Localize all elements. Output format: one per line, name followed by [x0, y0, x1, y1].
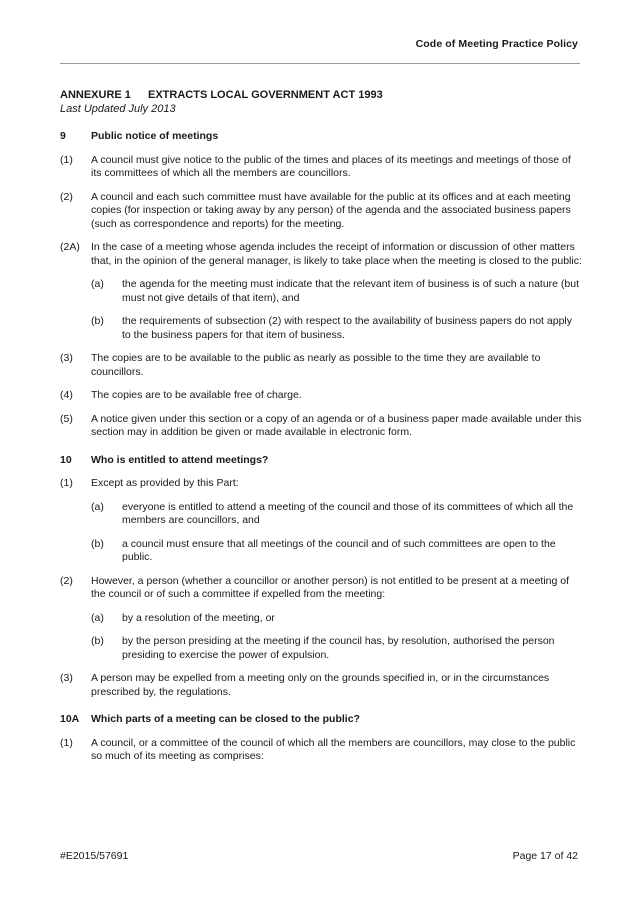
- paragraph-text: A notice given under this section or a copy of an agenda or of a business paper made available under this section may in addition be given or made available in electronic form.: [91, 412, 582, 438]
- paragraph-number: (3): [60, 672, 73, 684]
- subparagraph-text: everyone is entitled to attend a meeting of the council and those of its committees of which all the members are councillors, and: [122, 500, 574, 526]
- subparagraph-text: by the person presiding at the meeting if the council has, by resolution, authorised the person presiding to exercise the power of expulsion.: [122, 635, 555, 661]
- header-divider: [60, 63, 580, 64]
- paragraph-number: (4): [60, 389, 73, 401]
- subparagraph-number: (b): [91, 315, 104, 327]
- section-heading-10: [60, 454, 582, 468]
- paragraph-number: (1): [60, 736, 73, 749]
- subparagraph: [91, 635, 582, 662]
- paragraph: [60, 575, 582, 602]
- paragraph-number: (2A): [60, 241, 80, 253]
- paragraph: [60, 389, 582, 403]
- subparagraph-number: (b): [91, 635, 104, 647]
- annexure-label: ANNEXURE 1: [60, 89, 131, 101]
- paragraph-text: The copies are to be available free of charge.: [91, 389, 302, 401]
- paragraph-text: A council must give notice to the public of the times and places of its meetings and meetings of those of its committees of which all the members are councillors.: [91, 153, 571, 179]
- paragraph: [60, 191, 582, 232]
- section-title: Which parts of a meeting can be closed to the public?: [91, 713, 360, 725]
- subparagraph-number: (b): [91, 537, 104, 550]
- paragraph: [60, 737, 582, 764]
- subparagraph-number: (a): [91, 500, 104, 513]
- paragraph-text: Except as provided by this Part:: [91, 477, 239, 489]
- section-heading-10a: [60, 713, 582, 727]
- paragraph-text: A council, or a committee of the council of which all the members are councillors, may close to the public so much of its meeting as comprises:: [91, 736, 576, 762]
- footer-document-id: #E2015/57691: [60, 850, 129, 862]
- paragraph-number: (3): [60, 352, 73, 364]
- paragraph-text: A council and each such committee must have available for the public at its offices and at each meeting copies (for inspection or taking away by any person) of the agenda and the associated business papers (such as correspondence and reports) for the meeting.: [91, 190, 571, 230]
- paragraph-number: (1): [60, 477, 73, 489]
- footer-page-number: Page 17 of 42: [512, 850, 578, 862]
- section-title: Public notice of meetings: [91, 130, 219, 142]
- paragraph-number: (1): [60, 153, 73, 166]
- paragraph-text: A person may be expelled from a meeting only on the grounds specified in, or in the circumstances prescribed by, the regulations.: [91, 672, 550, 698]
- section-number: 10: [60, 453, 72, 466]
- annexure-heading: [60, 89, 582, 103]
- paragraph-text: However, a person (whether a councillor or another person) is not entitled to be present at a meeting of the council or of such a committee if expelled from the meeting:: [91, 574, 570, 600]
- subparagraph: [91, 278, 582, 305]
- paragraph-number: (2): [60, 190, 73, 203]
- paragraph: [60, 672, 582, 699]
- paragraph-text: In the case of a meeting whose agenda includes the receipt of information or discussion of other matters that, in the opinion of the general manager, is likely to take place when the meeting is closed to the public:: [91, 241, 582, 267]
- paragraph: [60, 352, 582, 379]
- section-heading-9: [60, 130, 582, 144]
- section-title: Who is entitled to attend meetings?: [91, 453, 269, 466]
- subparagraph-number: (a): [91, 278, 104, 290]
- paragraph-text: The copies are to be available to the public as nearly as possible to the time they are available to councillors.: [91, 352, 541, 378]
- document-header-title: Code of Meeting Practice Policy: [415, 38, 578, 50]
- paragraph: [60, 154, 582, 181]
- subparagraph-text: the agenda for the meeting must indicate that the relevant item of business is of such a nature (but must not give details of that item), and: [122, 278, 580, 304]
- subparagraph: [91, 538, 582, 565]
- section-number: 10A: [60, 713, 80, 725]
- document-body: [60, 89, 582, 764]
- subparagraph: [91, 501, 582, 528]
- last-updated: Last Updated July 2013: [60, 102, 176, 115]
- subparagraph-number: (a): [91, 611, 104, 624]
- paragraph-number: (5): [60, 412, 73, 425]
- paragraph: [60, 413, 582, 440]
- annexure-title: EXTRACTS LOCAL GOVERNMENT ACT 1993: [148, 89, 383, 101]
- section-number: 9: [60, 130, 66, 142]
- subparagraph-text: a council must ensure that all meetings of the council and of such committees are open to the public.: [122, 537, 556, 563]
- subparagraph-text: by a resolution of the meeting, or: [122, 611, 275, 624]
- subparagraph-text: the requirements of subsection (2) with respect to the availability of business papers do not apply to the business papers for that item of business.: [122, 315, 572, 341]
- subparagraph: [91, 315, 582, 342]
- paragraph-number: (2): [60, 574, 73, 587]
- subparagraph: [91, 612, 582, 626]
- paragraph: [60, 241, 582, 268]
- paragraph: [60, 477, 582, 491]
